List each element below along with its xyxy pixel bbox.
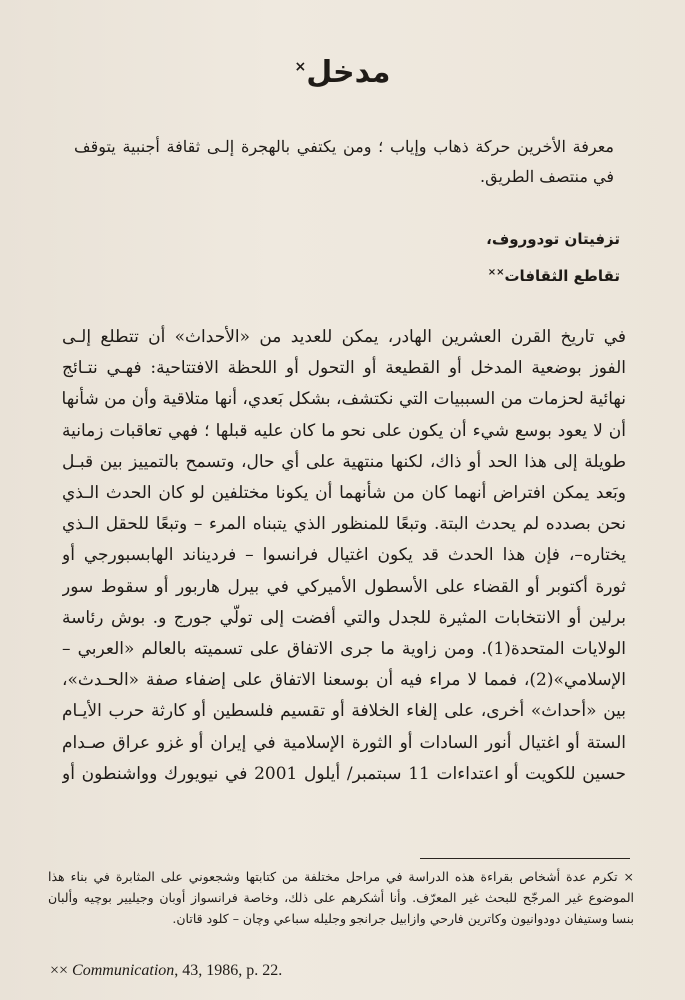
body-line: أن لا يعود بوسع شيء أن يكون على نحو ما كان عليه قبلها ؛ فهي تعاقبات زمانية (62, 420, 626, 441)
body-line: ثورة أكتوبر أو القضاء على الأسطول الأميركي في بيرل هاربور أو سقوط سور (62, 576, 626, 597)
epigraph-work-title: تقاطع الثقافات (504, 267, 620, 285)
body-line: في تاريخ القرن العشرين الهادر، يمكن للعديد من «الأحداث» أن تتطلع إلـى (62, 327, 626, 347)
body-text (62, 322, 626, 790)
footnote-divider (420, 858, 630, 859)
epigraph: معرفة الأخرين حركة ذهاب وإياب ؛ ومن يكتفي بالهجرة إلـى ثقافة أجنبية يتوقف في منتصف الطريق. (74, 137, 614, 186)
body-line: الإسلامي»(2)، فمما لا مراء فيه أن بوسعنا الاتفاق على إضفاء صفة «الحـدث»، (62, 670, 626, 691)
body-line: نهائية لحزمات من السببيات التي نكتشف، بشكل بَعدي، أنها متلاقية وأن من شأنها (62, 389, 626, 410)
body-line: طويلة إلى هذا الحد أو ذاك، لكنها منتهية على أي حال، وتسمح بالتمييز بين قبـل (62, 451, 626, 472)
epigraph-work-mark: ×× (487, 267, 505, 278)
body-line: الفوز بوضعية المدخل أو القطيعة أو التحول أو اللحظة الافتتاحية: فهـي نتـائج (62, 358, 626, 379)
body-line: الولايات المتحدة(1). ومن زاوية ما جرى الاتفاق على تسميته بالعالم «العربي – (62, 639, 626, 660)
body-line: بين «أحداث» أخرى، على إلغاء الخلافة أو تقسيم فلسطين أو كارثة حرب الأيـام (62, 701, 626, 722)
epigraph-attribution (420, 222, 620, 293)
footnote-2-mark: ×× (50, 962, 69, 979)
body-line: برلين أو الانتخابات المثيرة للجدل والتي أفضت إلى تولّي جورج و. بوش رئاسة (62, 607, 626, 628)
footnote-2-title: Communication (72, 962, 175, 979)
title-text: مدخل (306, 55, 391, 90)
epigraph-work (420, 256, 620, 293)
body-line: وبَعد يمكن افتراض أنهما كان من شأنهما أن يكونا مختلفين لو كان الحدث الـذي (62, 483, 626, 504)
body-line: يختاره–، فإن هذا الحدث قد يكون اغتيال فرانسوا – فرديناند الهابسبورجي أو (62, 545, 626, 566)
title-footnote-mark: × (294, 59, 307, 75)
body-line: حسين للكويت أو اعتداءات 11 سبتمبر/ أيلول 2001 في نيويورك وواشنطون أو (62, 763, 626, 784)
footnote-1: × تكرم عدة أشخاص بقراءة هذه الدراسة في مراحل مختلفة من كتابتها وشجعوني على المثابرة في بناء هذا الموضوع غير المرجّح للبحث غير المعرّف. وأنا أشكرهم على ذلك، وخاصة فرانسواز أوبان وجيليير بوچيه وألبان بنسا وستيفان دودوانيون وكاترين فارحي وازابيل جرانجو وجليله سباعي وچان – كلود قاتان. (48, 869, 634, 926)
body-line: الستة أو اغتيال أنور السادات أو الثورة الإسلامية في إيران أو غزو عراق صـدام (62, 732, 626, 753)
footnote-2 (50, 962, 282, 980)
footnote-2-details: , 43, 1986, p. 22. (174, 962, 283, 979)
epigraph-author: تزفيتان تودوروف، (486, 230, 620, 248)
page-title (0, 55, 685, 90)
body-line: نحن بصدده لم يحدث البتة. وتبعًا للمنظور الذي يتبناه المرء – وتبعًا للحقل الـذي (62, 514, 626, 535)
